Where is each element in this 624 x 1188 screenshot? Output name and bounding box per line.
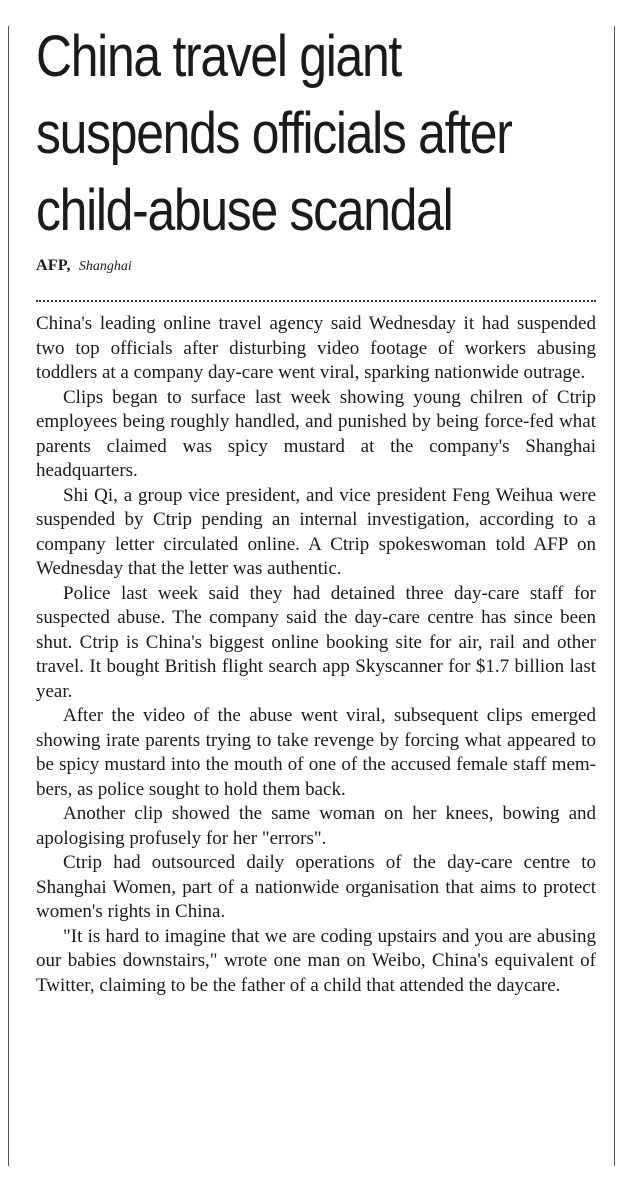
byline (36, 256, 132, 277)
paragraph-6: Another clip showed the same woman on her knees, bowing and apologising profusely for her "errors". (36, 803, 596, 849)
paragraph-5: After the video of the abuse went viral, subsequent clips emerged showing irate parents trying to take revenge by forcing what appeared to be spicy mustard into the mouth of one of the accused female staff members, as police sought to hold them back. (36, 705, 596, 800)
article-headline (36, 18, 526, 249)
paragraph-2: Clips began to surface last week showing young chilren of Ctrip employees being roughly handled, and punished by being force-fed what parents claimed was spicy mustard at the company's Shanghai headquarters. (36, 386, 596, 481)
paragraph-7: Ctrip had outsourced daily operations of the day-care centre to Shanghai Women, part of a nationwide organisation that aims to protect women's rights in China. (36, 852, 596, 922)
paragraph-1: China's leading online travel agency said Wednesday it had suspended two top officials after disturbing video footage of workers abusing toddlers at a company day-care went viral, sparking nationwide outrage. (36, 313, 596, 383)
paragraph-4: Police last week said they had detained three day-care staff for suspected abuse. The company said the day-care centre has since been shut. Ctrip is China's biggest online booking site for air, rail and other travel. It bought British flight search app Skyscanner for $1.7 billion last year. (36, 582, 596, 702)
column-rule-right (614, 26, 615, 1166)
dotted-separator (36, 300, 596, 302)
paragraph-3: Shi Qi, a group vice president, and vice president Feng Weihua were suspended by Ctrip pending an internal investigation, according to a company letter circulated online. A Ctrip spokeswoman told AFP on Wednesday that the letter was authentic. (36, 484, 596, 579)
paragraph-8: "It is hard to imagine that we are coding upstairs and you are abusing our babies downstairs," wrote one man on Weibo, China's equivalent of Twitter, claiming to be the father of a child that attended the daycare. (36, 925, 596, 996)
headline-line-3: child-abuse scandal (36, 178, 453, 243)
byline-agency: AFP, (36, 257, 71, 274)
headline-line-2: suspends officials after (36, 101, 512, 166)
article-body (36, 312, 596, 998)
column-rule-left (8, 26, 9, 1166)
headline-line-1: China travel giant (36, 24, 401, 89)
byline-location: Shanghai (78, 259, 132, 274)
